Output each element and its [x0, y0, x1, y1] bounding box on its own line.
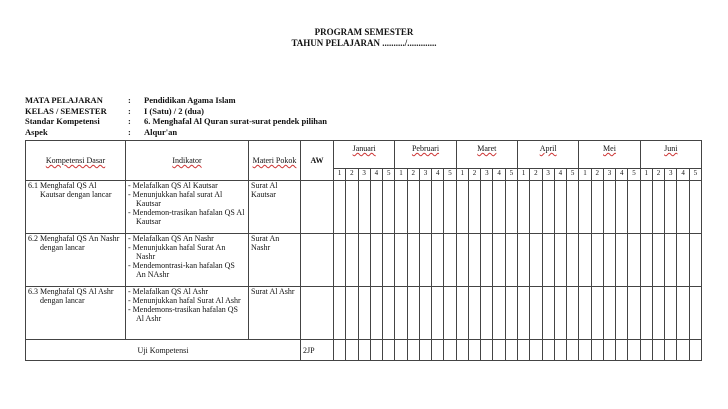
week-number: 3 [481, 169, 493, 181]
table-row [26, 181, 702, 234]
week-cell[interactable] [395, 234, 407, 287]
week-number: 3 [419, 169, 431, 181]
week-number: 5 [567, 169, 579, 181]
week-cell[interactable] [530, 340, 542, 361]
week-cell[interactable] [628, 234, 640, 287]
indikator-item: - Mendemontrasi-kan hafalan QS An NAshr [128, 261, 246, 279]
week-cell[interactable] [468, 234, 480, 287]
info-value: Alqur'an [144, 126, 178, 137]
week-cell[interactable] [677, 181, 689, 234]
colon: : [128, 126, 131, 137]
week-cell[interactable] [689, 181, 701, 234]
week-number: 2 [591, 169, 603, 181]
aw-cell[interactable] [301, 234, 334, 287]
week-cell[interactable] [640, 287, 652, 340]
indikator-cell [126, 181, 249, 234]
week-cell[interactable] [665, 181, 677, 234]
week-cell[interactable] [554, 287, 566, 340]
week-cell[interactable] [616, 234, 628, 287]
week-cell[interactable] [481, 181, 493, 234]
week-number: 1 [334, 169, 346, 181]
week-cell[interactable] [444, 340, 456, 361]
info-label: Aspek [25, 126, 48, 137]
week-cell[interactable] [542, 287, 554, 340]
week-cell[interactable] [567, 181, 579, 234]
week-number: 5 [444, 169, 456, 181]
week-cell[interactable] [579, 287, 591, 340]
week-cell[interactable] [370, 287, 382, 340]
week-cell[interactable] [395, 181, 407, 234]
indikator-item: - Menunjukkan hafal Surat Al Ashr [128, 296, 246, 305]
week-cell[interactable] [628, 340, 640, 361]
info-value: Pendidikan Agama Islam [144, 95, 236, 105]
header-kd: Kompetensi Dasar [26, 141, 126, 181]
week-cell[interactable] [444, 234, 456, 287]
week-cell[interactable] [665, 340, 677, 361]
week-cell[interactable] [481, 234, 493, 287]
week-cell[interactable] [358, 287, 370, 340]
info-value: I (Satu) / 2 (dua) [144, 105, 204, 116]
week-cell[interactable] [603, 234, 615, 287]
week-cell[interactable] [481, 287, 493, 340]
week-cell[interactable] [444, 181, 456, 234]
week-number: 1 [640, 169, 652, 181]
week-number: 3 [542, 169, 554, 181]
week-number: 4 [554, 169, 566, 181]
week-cell[interactable] [505, 234, 517, 287]
week-cell[interactable] [517, 234, 529, 287]
month-header: Maret [456, 141, 517, 169]
week-number: 2 [530, 169, 542, 181]
week-cell[interactable] [505, 181, 517, 234]
uji-kompetensi-label: Uji Kompetensi [26, 340, 301, 361]
week-number: 1 [579, 169, 591, 181]
month-header: Mei [579, 141, 640, 169]
week-cell[interactable] [346, 340, 358, 361]
week-cell[interactable] [407, 181, 419, 234]
indikator-item: - Menunjukkan hafal Surat An Nashr [128, 243, 246, 261]
document-subtitle: TAHUN PELAJARAN ........../............. [291, 38, 437, 48]
week-cell[interactable] [677, 234, 689, 287]
week-cell[interactable] [432, 234, 444, 287]
week-number: 5 [689, 169, 701, 181]
week-cell[interactable] [456, 181, 468, 234]
header-materi: Materi Pokok [249, 141, 301, 181]
week-cell[interactable] [370, 181, 382, 234]
week-cell[interactable] [444, 287, 456, 340]
info-line [25, 116, 327, 127]
week-number: 2 [652, 169, 664, 181]
week-cell[interactable] [567, 340, 579, 361]
week-cell[interactable] [395, 287, 407, 340]
week-cell[interactable] [517, 287, 529, 340]
week-cell[interactable] [334, 234, 346, 287]
week-cell[interactable] [505, 340, 517, 361]
week-cell[interactable] [383, 287, 395, 340]
week-cell[interactable] [567, 234, 579, 287]
week-cell[interactable] [456, 287, 468, 340]
week-cell[interactable] [554, 234, 566, 287]
week-cell[interactable] [346, 287, 358, 340]
week-cell[interactable] [616, 287, 628, 340]
month-header: Pebruari [395, 141, 456, 169]
uji-kompetensi-aw: 2JP [301, 340, 334, 361]
aw-cell[interactable] [301, 287, 334, 340]
week-number: 4 [677, 169, 689, 181]
document-title: PROGRAM SEMESTER [314, 27, 414, 37]
table-row [26, 287, 702, 340]
week-cell[interactable] [689, 287, 701, 340]
week-cell[interactable] [334, 287, 346, 340]
week-cell[interactable] [383, 234, 395, 287]
week-cell[interactable] [665, 287, 677, 340]
week-cell[interactable] [530, 181, 542, 234]
week-number: 2 [407, 169, 419, 181]
week-cell[interactable] [640, 340, 652, 361]
week-cell[interactable] [689, 340, 701, 361]
week-number: 1 [517, 169, 529, 181]
table-row [26, 234, 702, 287]
week-cell[interactable] [456, 234, 468, 287]
week-cell[interactable] [468, 181, 480, 234]
month-header: Juni [640, 141, 701, 169]
week-cell[interactable] [432, 287, 444, 340]
indikator-cell [126, 287, 249, 340]
materi-cell: Surat Al Ashr [249, 287, 301, 340]
week-cell[interactable] [517, 340, 529, 361]
week-number: 5 [505, 169, 517, 181]
week-cell[interactable] [395, 340, 407, 361]
week-cell[interactable] [432, 340, 444, 361]
week-cell[interactable] [505, 287, 517, 340]
indikator-item: - Mendemon-trasikan hafalan QS Al Kautsar [128, 208, 246, 226]
week-cell[interactable] [542, 340, 554, 361]
week-cell[interactable] [346, 234, 358, 287]
week-cell[interactable] [603, 340, 615, 361]
week-cell[interactable] [358, 340, 370, 361]
week-cell[interactable] [419, 287, 431, 340]
week-cell[interactable] [652, 340, 664, 361]
week-cell[interactable] [481, 340, 493, 361]
info-line [25, 106, 327, 117]
week-number: 3 [603, 169, 615, 181]
materi-cell: Surat Al Kautsar [249, 181, 301, 234]
indikator-item: - Menunjukkan hafal surat Al Kautsar [128, 190, 246, 208]
indikator-item: - Melafalkan QS Al Kautsar [128, 181, 246, 190]
week-cell[interactable] [493, 181, 505, 234]
week-cell[interactable] [542, 181, 554, 234]
info-block [25, 95, 327, 137]
week-cell[interactable] [358, 181, 370, 234]
week-cell[interactable] [419, 234, 431, 287]
week-cell[interactable] [591, 181, 603, 234]
week-cell[interactable] [530, 287, 542, 340]
aw-cell[interactable] [301, 181, 334, 234]
week-cell[interactable] [383, 340, 395, 361]
info-label: KELAS / SEMESTER [25, 105, 107, 116]
week-number: 2 [468, 169, 480, 181]
week-cell[interactable] [334, 340, 346, 361]
month-header: Januari [334, 141, 395, 169]
week-number: 1 [395, 169, 407, 181]
indikator-item: - Melafalkan QS An Nashr [128, 234, 246, 243]
week-number: 1 [456, 169, 468, 181]
week-cell[interactable] [517, 181, 529, 234]
info-line [25, 127, 327, 138]
week-cell[interactable] [419, 340, 431, 361]
week-cell[interactable] [677, 287, 689, 340]
week-cell[interactable] [419, 181, 431, 234]
colon: : [128, 105, 131, 116]
week-cell[interactable] [358, 234, 370, 287]
month-header: April [517, 141, 578, 169]
week-number: 4 [493, 169, 505, 181]
week-number: 2 [346, 169, 358, 181]
week-cell[interactable] [493, 340, 505, 361]
week-cell[interactable] [652, 181, 664, 234]
week-cell[interactable] [407, 340, 419, 361]
week-cell[interactable] [567, 287, 579, 340]
kd-cell: 6.2 Menghafal QS An Nashr dengan lancar [26, 234, 126, 287]
indikator-item: - Melafalkan QS Al Ashr [128, 287, 246, 296]
week-cell[interactable] [468, 287, 480, 340]
materi-cell: Surat An Nashr [249, 234, 301, 287]
info-label: MATA PELAJARAN [25, 95, 103, 105]
week-cell[interactable] [370, 340, 382, 361]
week-number: 5 [383, 169, 395, 181]
week-cell[interactable] [579, 340, 591, 361]
info-label: Standar Kompetensi [25, 116, 100, 126]
week-cell[interactable] [542, 234, 554, 287]
colon: : [128, 116, 131, 126]
header-indikator: Indikator [126, 141, 249, 181]
week-cell[interactable] [493, 234, 505, 287]
week-number: 4 [370, 169, 382, 181]
week-cell[interactable] [689, 234, 701, 287]
week-cell[interactable] [591, 287, 603, 340]
week-cell[interactable] [603, 181, 615, 234]
header-aw: AW [301, 141, 334, 181]
week-cell[interactable] [407, 234, 419, 287]
week-cell[interactable] [579, 234, 591, 287]
week-cell[interactable] [554, 340, 566, 361]
week-cell[interactable] [530, 234, 542, 287]
indikator-item: - Mendemons-trasikan hafalan QS Al Ashr [128, 305, 246, 323]
week-cell[interactable] [407, 287, 419, 340]
week-cell[interactable] [665, 234, 677, 287]
week-cell[interactable] [616, 340, 628, 361]
week-number: 3 [665, 169, 677, 181]
week-cell[interactable] [652, 287, 664, 340]
week-cell[interactable] [652, 234, 664, 287]
week-cell[interactable] [640, 234, 652, 287]
info-value: 6. Menghafal Al Quran surat-surat pendek pilihan [144, 116, 328, 126]
week-cell[interactable] [640, 181, 652, 234]
week-cell[interactable] [383, 181, 395, 234]
week-cell[interactable] [554, 181, 566, 234]
week-cell[interactable] [493, 287, 505, 340]
week-cell[interactable] [628, 181, 640, 234]
week-cell[interactable] [346, 181, 358, 234]
week-cell[interactable] [603, 287, 615, 340]
week-cell[interactable] [468, 340, 480, 361]
indikator-cell [126, 234, 249, 287]
week-cell[interactable] [591, 340, 603, 361]
kd-cell: 6.1 Menghafal QS Al Kautsar dengan lancar [26, 181, 126, 234]
week-cell[interactable] [591, 234, 603, 287]
week-number: 4 [432, 169, 444, 181]
week-cell[interactable] [370, 234, 382, 287]
info-line [25, 95, 327, 106]
week-cell[interactable] [579, 181, 591, 234]
colon: : [128, 95, 131, 105]
week-number: 5 [628, 169, 640, 181]
kd-cell: 6.3 Menghafal QS Al Ashr dengan lancar [26, 287, 126, 340]
week-cell[interactable] [628, 287, 640, 340]
program-semester-table [25, 140, 702, 361]
week-cell[interactable] [616, 181, 628, 234]
week-cell[interactable] [456, 340, 468, 361]
week-cell[interactable] [334, 181, 346, 234]
footer-row [26, 340, 702, 361]
week-cell[interactable] [677, 340, 689, 361]
week-cell[interactable] [432, 181, 444, 234]
week-number: 3 [358, 169, 370, 181]
week-number: 4 [616, 169, 628, 181]
